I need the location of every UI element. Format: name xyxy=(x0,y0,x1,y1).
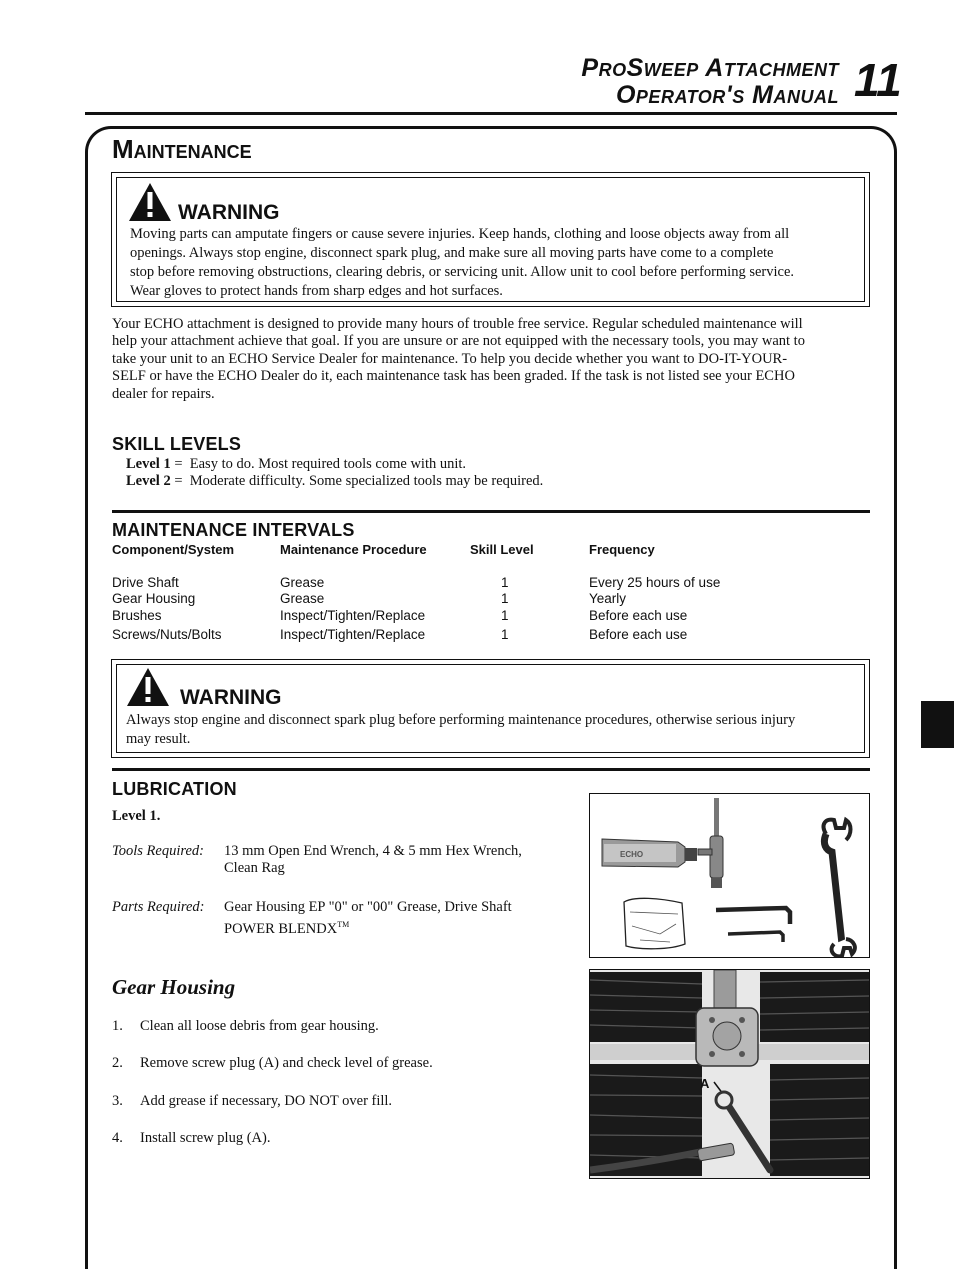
maintenance-intervals-heading: MAINTENANCE INTERVALS xyxy=(112,520,355,540)
grease-tube-icon xyxy=(602,839,697,867)
divider-2 xyxy=(112,768,870,771)
lubrication-level: Level 1. xyxy=(112,808,161,824)
callout-a: A xyxy=(700,1076,710,1091)
col-header-procedure: Maintenance Procedure xyxy=(280,542,427,557)
header-title-line2: Operator's Manual xyxy=(615,81,839,109)
section-title: Maintenance xyxy=(112,134,252,164)
col-header-skill: Skill Level xyxy=(470,542,534,557)
divider-1 xyxy=(112,510,870,513)
tools-required-text: 13 mm Open End Wrench, 4 & 5 mm Hex Wrench, Clean Rag xyxy=(224,843,522,877)
open-end-wrench-icon xyxy=(824,820,855,957)
header-rule xyxy=(85,112,897,115)
lubrication-heading: LUBRICATION xyxy=(112,779,237,799)
tube-label: ECHO xyxy=(620,850,644,859)
page-number: 11 xyxy=(854,54,902,106)
header-title-line1: ProSweep Attachment xyxy=(581,54,839,82)
brush-right-icon xyxy=(760,972,869,1176)
section-tab xyxy=(921,701,954,748)
col-header-component: Component/System xyxy=(112,542,235,557)
skill-level-2: Level 2 = Moderate difficulty. Some specialized tools may be required. xyxy=(126,473,544,489)
warning-text-2: Always stop engine and disconnect spark plug before performing maintenance procedures, otherwise serious injury may result. xyxy=(126,712,796,747)
warning-heading-2: WARNING xyxy=(180,686,282,709)
warning-triangle-icon xyxy=(126,667,170,707)
rag-icon xyxy=(624,898,685,948)
hex-wrench-icon xyxy=(716,908,790,942)
skill-levels-heading: SKILL LEVELS xyxy=(112,434,242,454)
tools-required-label: Tools Required: xyxy=(112,843,204,859)
col-header-frequency: Frequency xyxy=(589,542,655,557)
warning-text-1: Moving parts can amputate fingers or cause severe injuries. Keep hands, clothing and loose objects away from all openings. Always stop engine, disconnect spark plug, and make sure all moving parts have come to a complete stop before removing obstructions, clearing debris, or servicing unit. Allow unit to cool before performing service. Wear gloves to protect hands from sharp edges and hot surfaces. xyxy=(130,226,795,299)
gear-housing-figure xyxy=(589,969,870,1179)
tools-figure xyxy=(589,793,870,958)
grease-nozzle-icon xyxy=(698,798,723,888)
gear-housing-icon xyxy=(696,1008,758,1066)
parts-required-text: Gear Housing EP "0" or "00" Grease, Drive Shaft POWER BLENDX™ xyxy=(224,899,512,938)
gear-housing-heading: Gear Housing xyxy=(112,975,236,999)
gear-housing-photo xyxy=(590,970,869,1178)
warning-heading-1: WARNING xyxy=(178,201,280,224)
skill-level-1: Level 1 = Easy to do. Most required tools come with unit. xyxy=(126,456,467,472)
brush-left-icon xyxy=(590,972,702,1176)
warning-triangle-icon xyxy=(128,182,172,222)
parts-required-label: Parts Required: xyxy=(112,899,205,915)
intro-paragraph: Your ECHO attachment is designed to provide many hours of trouble free service. Regular scheduled maintenance will help your attachment achieve that goal. If you are unsure or are not equipped with the necessary tools, you may want to take your unit to an ECHO Service Dealer for maintenance. To help you decide whether you want to DO-IT-YOUR- SELF or have the ECHO Dealer do it, each maintenance task has been graded. If the task is not listed see your ECHO dealer for repairs. xyxy=(112,316,805,402)
tools-illustration xyxy=(590,794,869,957)
